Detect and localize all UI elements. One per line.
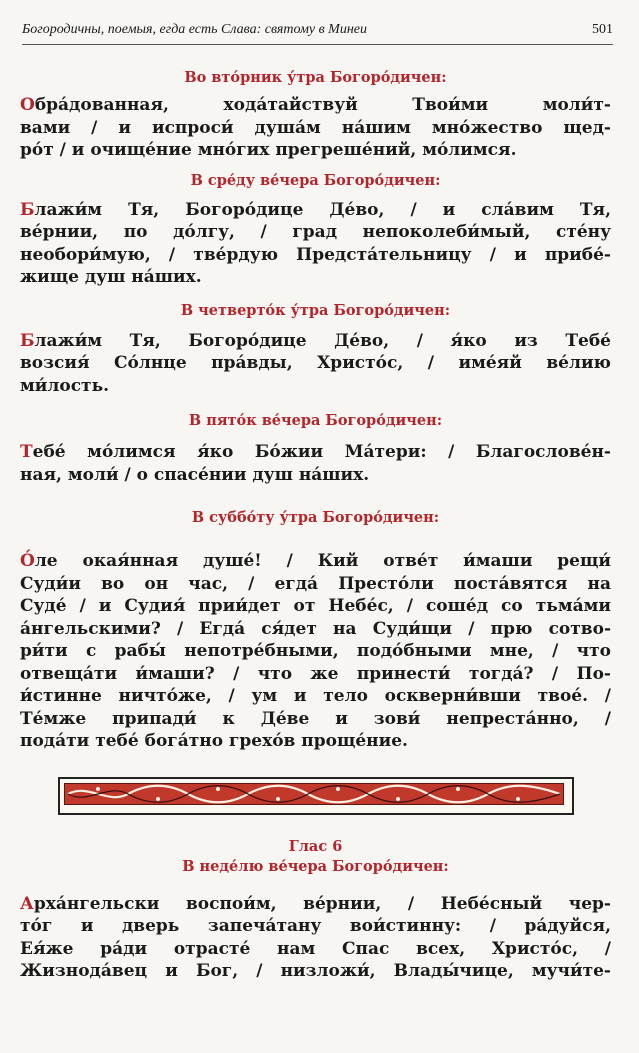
text-line: ри́ти с рабы́ непотре́бными, подо́бными мне, / что [20,641,611,661]
text-line [20,330,611,353]
dropcap: Б [20,330,35,351]
ornament-band [58,777,574,815]
text-line: необори́мую, / тве́рдую Предста́тельницу / и прибе́- [20,244,611,265]
text-line: вами / и испроси́ душа́м на́шим мно́жество щед- [20,117,611,138]
line-text: рха́нгельски воспои́м, ве́рнии, / Небе́сный чер- [33,893,611,914]
section-heading: В четверто́к у́тра Богоро́дичен: [180,301,451,319]
line-text: ебе́ мо́лимся я́ко Бо́жии Ма́тери: / Благослове́н- [32,442,611,462]
text-line: Ея́же ра́ди отрасте́ нам Спас всех, Христо́с, / [20,938,611,959]
text-line: Те́мже припади́ к Де́ве и зови́ непреста́нно, / [20,708,611,729]
page-number: 501 [592,22,613,37]
text-line: ро́т / и очище́ние мно́гих прегреше́ний, мо́лимся. [20,140,517,160]
running-head-title: Богородичны, поемыя, егда есть Слава: святому в Минеи [22,22,367,37]
theotokion-text [20,441,611,486]
theotokion-text [20,330,611,398]
theotokion-text [20,94,611,162]
text-line: Суде́ / и Судия́ прии́дет от Небе́с, / соше́д со тьма́ми [20,596,611,616]
text-line [20,550,611,573]
text-line: Суди́и во он час, / егда́ Престо́ли поста́вятся на [20,573,611,594]
text-line: жище душ на́ших. [20,267,202,287]
dropcap: О [20,95,35,115]
theotokion-text [20,550,611,753]
line-text: лажи́м Тя, Богоро́дице Де́во, / я́ко из Тебе́ [34,330,611,351]
text-line: ми́лость. [20,375,110,396]
theotokion-text [20,893,611,983]
text-line [20,441,611,464]
text-line [20,893,611,916]
page-content [20,62,611,983]
text-line: пода́ти тебе́ бога́тно грехо́в проще́ние. [20,731,408,751]
text-line: ве́рнии, по до́лгу, / град непоколеби́мый, сте́ну [20,222,611,242]
text-line: Жизнода́вец и Бог, / низложи́, Влады́чице, мучи́те- [20,961,611,981]
section-heading: В пято́к ве́чера Богоро́дичен: [188,412,443,429]
line-text: ле окая́нная душе́! / Кий отве́т и́маши рещи́ [34,551,611,571]
dropcap: А [20,893,34,914]
tone-heading: Глас 6 [288,837,343,855]
theotokion-text [20,199,611,289]
line-text: лажи́м Тя, Богоро́дице Де́во, / и сла́вим Тя, [34,199,611,220]
text-line: отвеща́ти и́маши? / что же принести́ тогда́? / По- [20,663,611,684]
text-line [20,199,611,222]
text-line: а́нгельскими? / Егда́ ся́дет на Суди́щи / прю сотво- [20,618,611,639]
text-line: ная, моли́ / о спасе́нии душ на́ших. [20,464,370,485]
text-line: и́стинне ничто́же, / ум и тело оскверни́вши твое́. / [20,686,611,706]
running-head [22,18,613,45]
section-heading: В неде́лю ве́чера Богоро́дичен: [182,857,449,875]
dropcap: О́ [20,551,35,571]
line-text: бра́дованная, хода́тайствуй Твои́ми моли́т- [34,95,611,115]
section-heading: Во вто́рник у́тра Богоро́дичен: [184,69,447,86]
section-heading: В суббо́ту у́тра Богоро́дичен: [191,509,440,526]
section-heading: В сре́ду ве́чера Богоро́дичен: [190,171,441,189]
floral-vine-icon [64,783,564,805]
dropcap: Б [20,199,35,220]
text-line: возсия́ Со́лнце пра́вды, Христо́с, / име́яй ве́лию [20,353,611,373]
text-line: то́г и дверь запеча́тану вои́стинну: / ра́дуйся, [20,916,611,936]
text-line [20,94,611,117]
dropcap: Т [20,442,33,462]
